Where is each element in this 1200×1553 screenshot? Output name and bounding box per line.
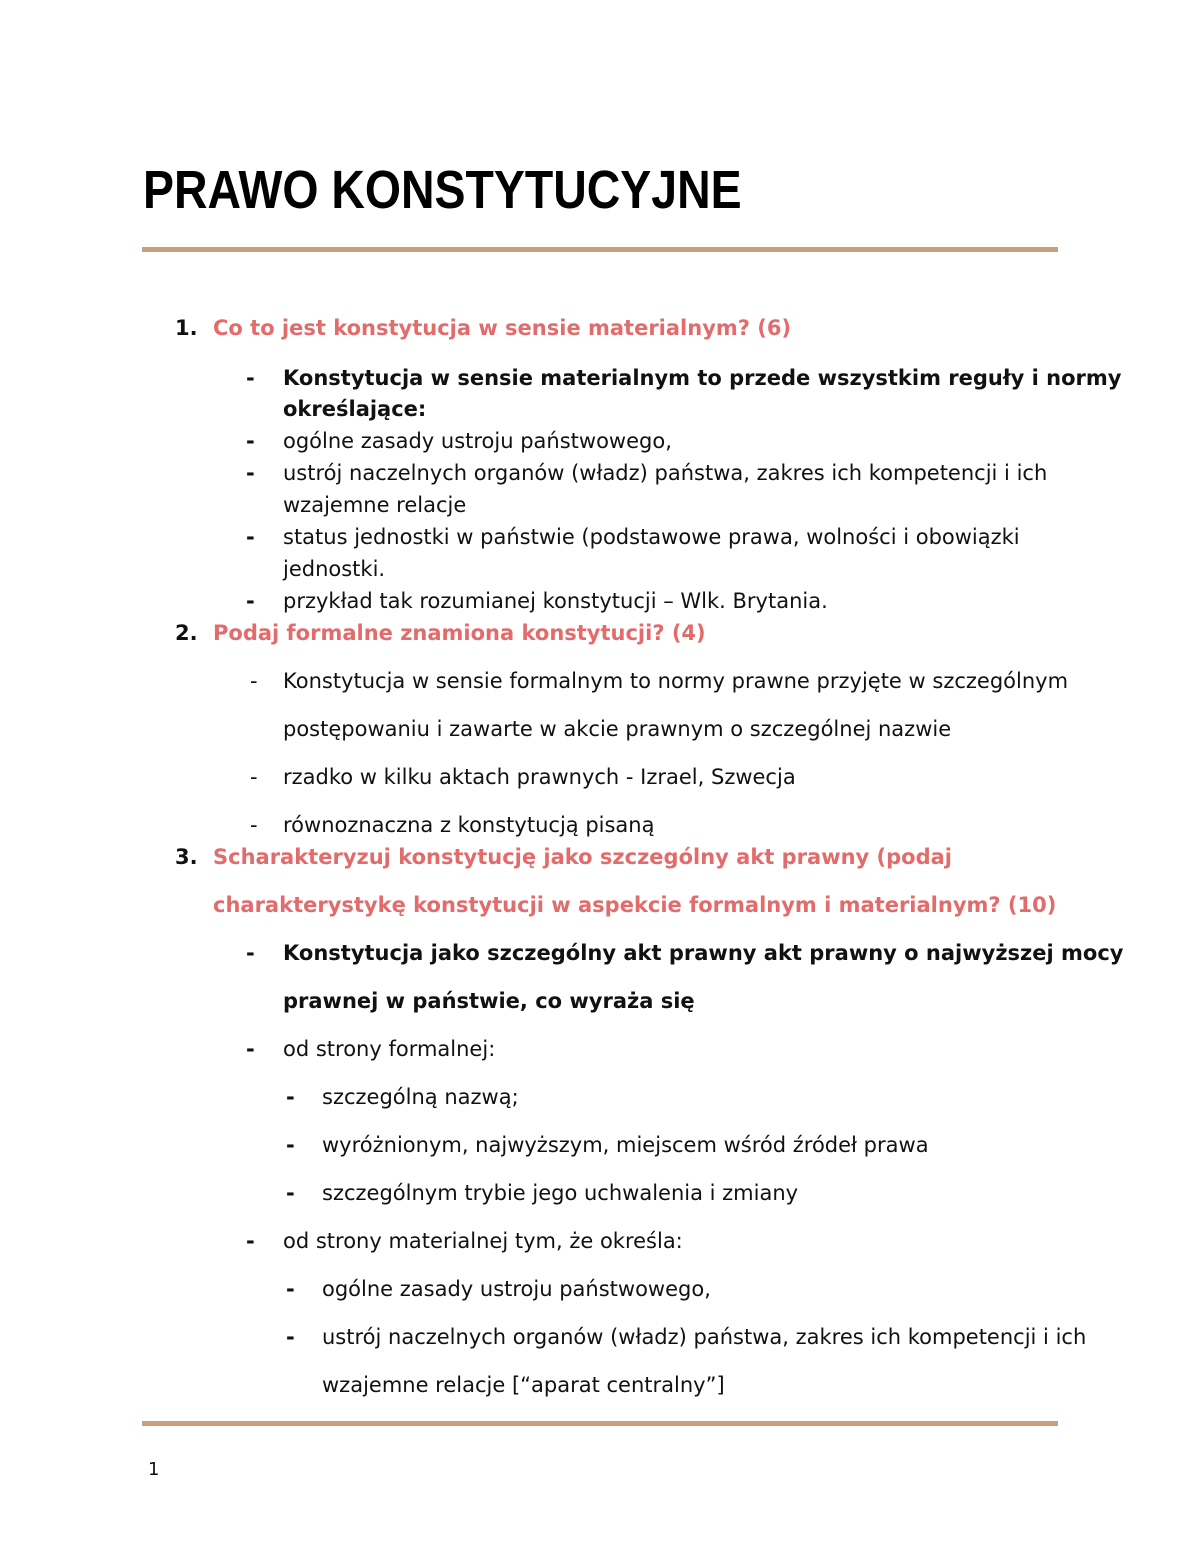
q3-question-line1: Scharakteryzuj konstytucję jako szczególny akt prawny (podaj xyxy=(213,845,952,869)
q3-bullet-1: Konstytucja jako szczególny akt prawny akt prawny o najwyższej mocy xyxy=(283,941,1124,965)
top-divider xyxy=(142,247,1058,252)
q1-question: Co to jest konstytucja w sensie materialnym? (6) xyxy=(213,316,792,340)
bullet-dash: - xyxy=(246,941,255,965)
q3-sub-bullet-4: ogólne zasady ustroju państwowego, xyxy=(322,1277,711,1301)
bullet-dash: - xyxy=(246,589,255,613)
bullet-dash: - xyxy=(250,813,258,837)
q2-bullet-1: Konstytucja w sensie formalnym to normy prawne przyjęte w szczególnym xyxy=(283,669,1069,693)
q3-sub-bullet-2: wyróżnionym, najwyższym, miejscem wśród źródeł prawa xyxy=(322,1133,929,1157)
q3-sub-bullet-1: szczególną nazwą; xyxy=(322,1085,519,1109)
q3-sub-bullet-3: szczególnym trybie jego uchwalenia i zmiany xyxy=(322,1181,799,1205)
q2-bullet-1-cont: postępowaniu i zawarte w akcie prawnym o szczególnej nazwie xyxy=(283,717,952,741)
q3-question-line2: charakterystykę konstytucji w aspekcie formalnym i materialnym? (10) xyxy=(213,893,1057,917)
page-title: PRAWO KONSTYTUCYJNE xyxy=(143,160,742,220)
q1-bullet-1: Konstytucja w sensie materialnym to przede wszystkim reguły i normy xyxy=(283,366,1122,390)
bullet-dash: - xyxy=(250,669,258,693)
bullet-dash: - xyxy=(246,461,255,485)
bottom-divider xyxy=(142,1421,1058,1426)
q1-bullet-5: przykład tak rozumianej konstytucji – Wlk. Brytania. xyxy=(283,589,828,613)
q1-bullet-4-cont: jednostki. xyxy=(283,557,386,581)
q2-bullet-2: rzadko w kilku aktach prawnych - Izrael, Szwecja xyxy=(283,765,796,789)
sub-bullet-dash: - xyxy=(286,1325,295,1349)
bullet-dash: - xyxy=(246,525,255,549)
bullet-dash: - xyxy=(246,1037,255,1061)
q1-bullet-2: ogólne zasady ustroju państwowego, xyxy=(283,429,672,453)
bullet-dash: - xyxy=(246,1229,255,1253)
bullet-dash: - xyxy=(246,366,255,390)
q3-bullet-2: od strony formalnej: xyxy=(283,1037,496,1061)
q3-number: 3. xyxy=(175,845,198,869)
sub-bullet-dash: - xyxy=(286,1085,295,1109)
q3-bullet-3: od strony materialnej tym, że określa: xyxy=(283,1229,683,1253)
q1-bullet-3: ustrój naczelnych organów (władz) państwa, zakres ich kompetencji i ich xyxy=(283,461,1048,485)
q2-number: 2. xyxy=(175,621,198,645)
q2-bullet-3: równoznaczna z konstytucją pisaną xyxy=(283,813,655,837)
bullet-dash: - xyxy=(246,429,255,453)
q1-number: 1. xyxy=(175,316,198,340)
page-number: 1 xyxy=(148,1459,160,1480)
q2-question: Podaj formalne znamiona konstytucji? (4) xyxy=(213,621,706,645)
bullet-dash: - xyxy=(250,765,258,789)
q1-bullet-1-cont: określające: xyxy=(283,397,427,421)
sub-bullet-dash: - xyxy=(286,1133,295,1157)
sub-bullet-dash: - xyxy=(286,1181,295,1205)
q3-sub-bullet-5: ustrój naczelnych organów (władz) państwa, zakres ich kompetencji i ich xyxy=(322,1325,1087,1349)
q1-bullet-4: status jednostki w państwie (podstawowe prawa, wolności i obowiązki xyxy=(283,525,1020,549)
q3-bullet-1-cont: prawnej w państwie, co wyraża się xyxy=(283,989,695,1013)
sub-bullet-dash: - xyxy=(286,1277,295,1301)
q3-sub-bullet-5-cont: wzajemne relacje [“aparat centralny”] xyxy=(322,1373,725,1397)
q1-bullet-3-cont: wzajemne relacje xyxy=(283,493,467,517)
